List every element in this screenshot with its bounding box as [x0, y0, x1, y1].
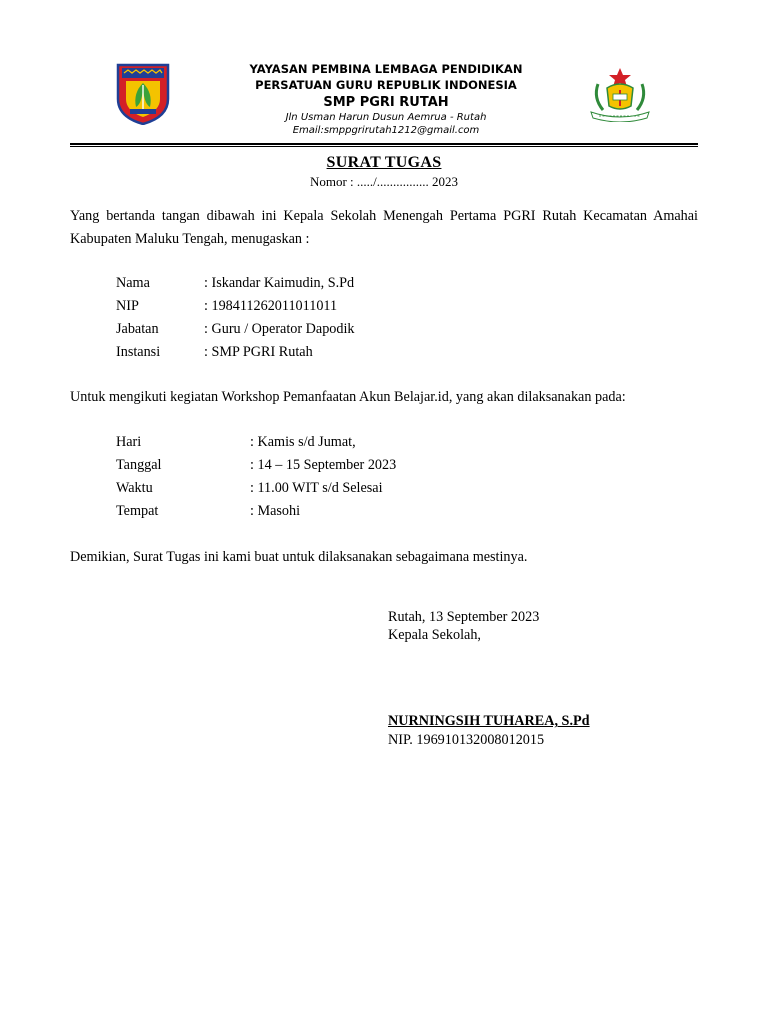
school-address: Jln Usman Harun Dusun Aemrua - Rutah — [285, 112, 487, 123]
signature-position: Kepala Sekolah, — [388, 627, 481, 643]
schedule-value: : 14 – 15 September 2023 — [250, 457, 397, 473]
document-number: Nomor : ...../................ 2023 — [309, 174, 459, 189]
assignee-value: : Iskandar Kaimudin, S.Pd — [204, 275, 355, 291]
signatory-name: NURNINGSIH TUHAREA, S.Pd — [388, 713, 590, 729]
school-name: SMP PGRI RUTAH — [323, 95, 449, 110]
schedule-label: Tanggal — [116, 457, 162, 473]
assignee-label: Nama — [116, 275, 150, 291]
purpose-paragraph: Untuk mengikuti kegiatan Workshop Pemanfaatan Akun Belajar.id, yang akan dilaksanakan pada: — [70, 389, 626, 405]
assignee-label: Jabatan — [116, 321, 159, 337]
pgri-emblem-icon — [585, 66, 655, 122]
school-email: Email:smppgrirutah1212@gmail.com — [292, 125, 480, 136]
foundation-name: YAYASAN PEMBINA LEMBAGA PENDIDIKAN — [249, 62, 523, 76]
assignee-label: Instansi — [116, 344, 161, 360]
schedule-label: Hari — [116, 434, 142, 450]
schedule-value: : Masohi — [250, 503, 301, 519]
assignee-value: : 198411262011011011 — [204, 298, 338, 314]
document-title: SURAT TUGAS — [326, 154, 442, 171]
schedule-value: : 11.00 WIT s/d Selesai — [250, 480, 383, 496]
schedule-value: : Kamis s/d Jumat, — [250, 434, 356, 450]
schedule-label: Waktu — [116, 480, 153, 496]
association-name: PERSATUAN GURU REPUBLIK INDONESIA — [255, 78, 517, 92]
intro-paragraph: Yang bertanda tangan dibawah ini Kepala Sekolah Menengah Pertama PGRI Rutah Kecamatan Amahai Kabupaten Maluku Tengah, menugaskan : — [70, 208, 698, 247]
assignee-label: NIP — [116, 298, 139, 314]
schedule-label: Tempat — [116, 503, 159, 519]
assignee-value: : Guru / Operator Dapodik — [204, 321, 355, 337]
signatory-nip: NIP. 196910132008012015 — [388, 732, 545, 748]
closing-paragraph: Demikian, Surat Tugas ini kami buat untuk dilaksanakan sebagaimana mestinya. — [70, 549, 528, 565]
assignee-value: : SMP PGRI Rutah — [204, 344, 313, 360]
signature-place-date: Rutah, 13 September 2023 — [388, 609, 540, 625]
letterhead-divider — [70, 143, 698, 145]
letterhead-divider-thin — [70, 146, 698, 147]
